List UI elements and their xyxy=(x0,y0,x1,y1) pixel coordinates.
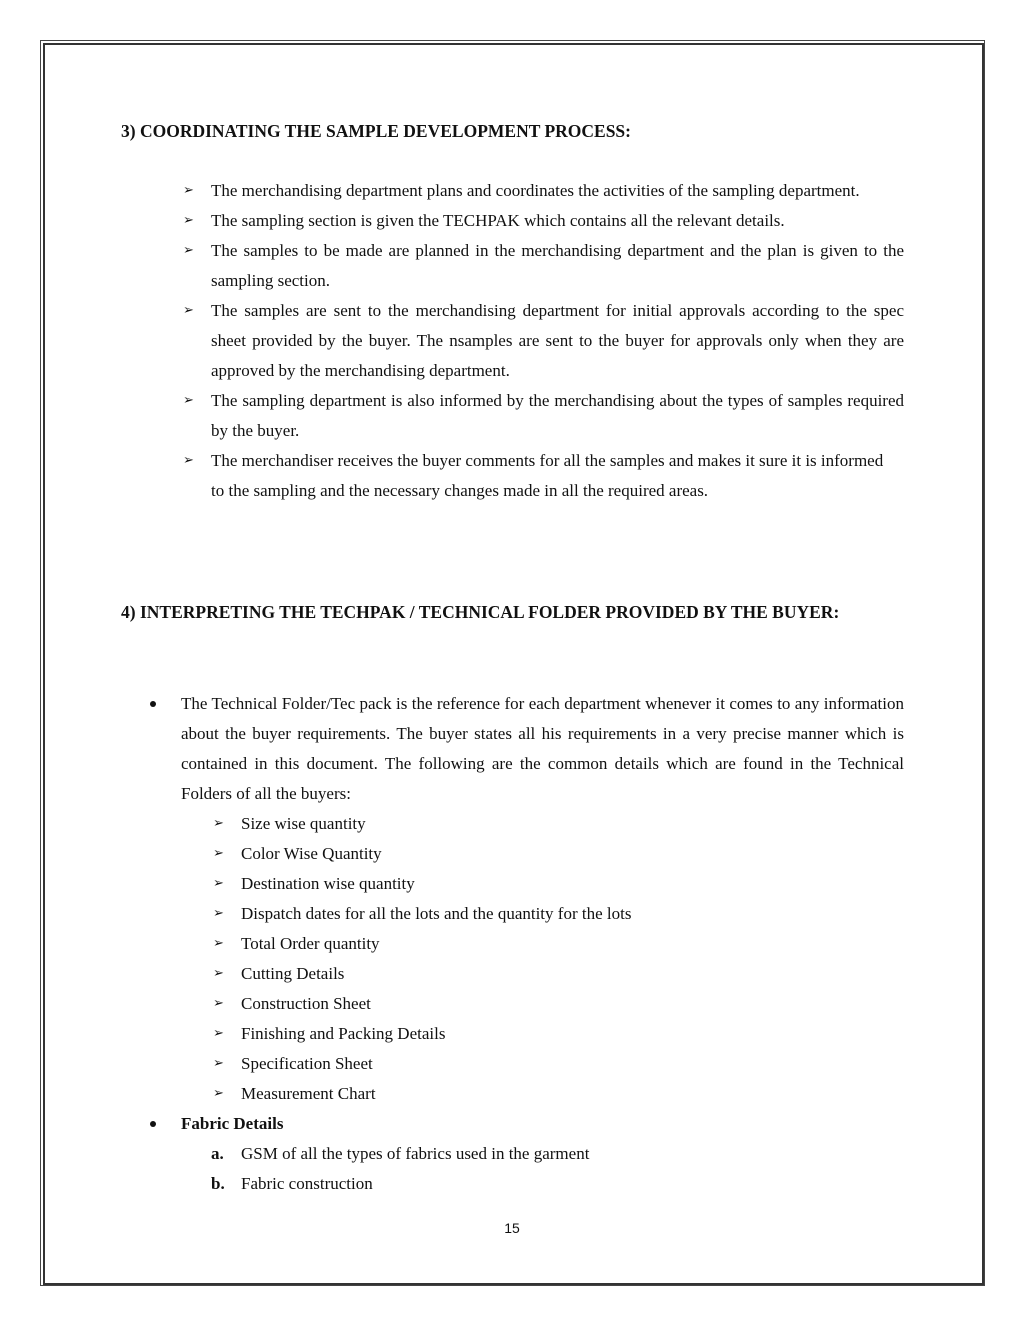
arrow-bullet-icon: ➢ xyxy=(213,876,224,891)
item-letter: b. xyxy=(211,1174,225,1193)
list-item: ➢ Size wise quantity xyxy=(241,809,904,839)
list-item: ➢ The sampling section is given the TECHPAK which contains all the relevant details. xyxy=(211,206,904,236)
list-item: ➢ Destination wise quantity xyxy=(241,869,904,899)
arrow-bullet-icon: ➢ xyxy=(183,453,194,468)
section-3-heading: 3) COORDINATING THE SAMPLE DEVELOPMENT PROCESS: xyxy=(121,121,631,141)
fabric-details-list xyxy=(181,1139,904,1199)
list-item: ➢ The samples to be made are planned in the merchandising department and the plan is given to the sampling section. xyxy=(211,236,904,296)
arrow-bullet-icon: ➢ xyxy=(213,816,224,831)
list-item: a. GSM of all the types of fabrics used in the garment xyxy=(241,1139,904,1169)
techpack-details-list xyxy=(181,809,904,1109)
arrow-bullet-icon: ➢ xyxy=(183,243,194,258)
section-3-list xyxy=(183,176,904,506)
list-item: ➢ The samples are sent to the merchandising department for initial approvals according to the spec sheet provided by the buyer. The nsamples are sent to the buyer for approvals only when they are approved by the merchandising department. xyxy=(211,296,904,386)
list-item: ➢ Cutting Details xyxy=(241,959,904,989)
arrow-bullet-icon: ➢ xyxy=(213,936,224,951)
fabric-details-heading: Fabric Details xyxy=(181,1114,284,1133)
arrow-bullet-icon: ➢ xyxy=(183,183,194,198)
list-item: ➢ Dispatch dates for all the lots and the quantity for the lots xyxy=(241,899,904,929)
list-item: ➢ Measurement Chart xyxy=(241,1079,904,1109)
techpack-intro-text: The Technical Folder/Tec pack is the reference for each department whenever it comes to any information about the buyer requirements. The buyer states all his requirements in a very precise manner which is contained in this document. The following are the common details which are found in the Technical Folders of all the buyers: xyxy=(181,694,904,803)
list-item: ➢ Construction Sheet xyxy=(241,989,904,1019)
arrow-bullet-icon: ➢ xyxy=(213,966,224,981)
list-item xyxy=(181,689,904,1109)
arrow-bullet-icon: ➢ xyxy=(213,906,224,921)
bullet-icon xyxy=(150,1121,156,1127)
list-item: ➢ The sampling department is also informed by the merchandising about the types of samples required by the buyer. xyxy=(211,386,904,446)
page-number: 15 xyxy=(504,1220,520,1236)
list-item: ➢ Color Wise Quantity xyxy=(241,839,904,869)
arrow-bullet-icon: ➢ xyxy=(183,393,194,408)
arrow-bullet-icon: ➢ xyxy=(213,1026,224,1041)
arrow-bullet-icon: ➢ xyxy=(213,1086,224,1101)
section-4-heading: 4) INTERPRETING THE TECHPAK / TECHNICAL FOLDER PROVIDED BY THE BUYER: xyxy=(121,602,840,622)
arrow-bullet-icon: ➢ xyxy=(213,1056,224,1071)
list-item: ➢ The merchandising department plans and coordinates the activities of the sampling department. xyxy=(211,176,904,206)
arrow-bullet-icon: ➢ xyxy=(183,213,194,228)
list-item: ➢ Total Order quantity xyxy=(241,929,904,959)
list-item: ➢ Finishing and Packing Details xyxy=(241,1019,904,1049)
arrow-bullet-icon: ➢ xyxy=(213,996,224,1011)
item-letter: a. xyxy=(211,1144,224,1163)
list-item xyxy=(181,1109,904,1199)
list-item: ➢ The merchandiser receives the buyer comments for all the samples and makes it sure it is informed to the sampling and the necessary changes made in all the required areas. xyxy=(211,446,891,506)
bullet-icon xyxy=(150,701,156,707)
list-item: ➢ Specification Sheet xyxy=(241,1049,904,1079)
list-item: b. Fabric construction xyxy=(241,1169,904,1199)
section-4-list xyxy=(181,689,904,1199)
arrow-bullet-icon: ➢ xyxy=(183,303,194,318)
arrow-bullet-icon: ➢ xyxy=(213,846,224,861)
